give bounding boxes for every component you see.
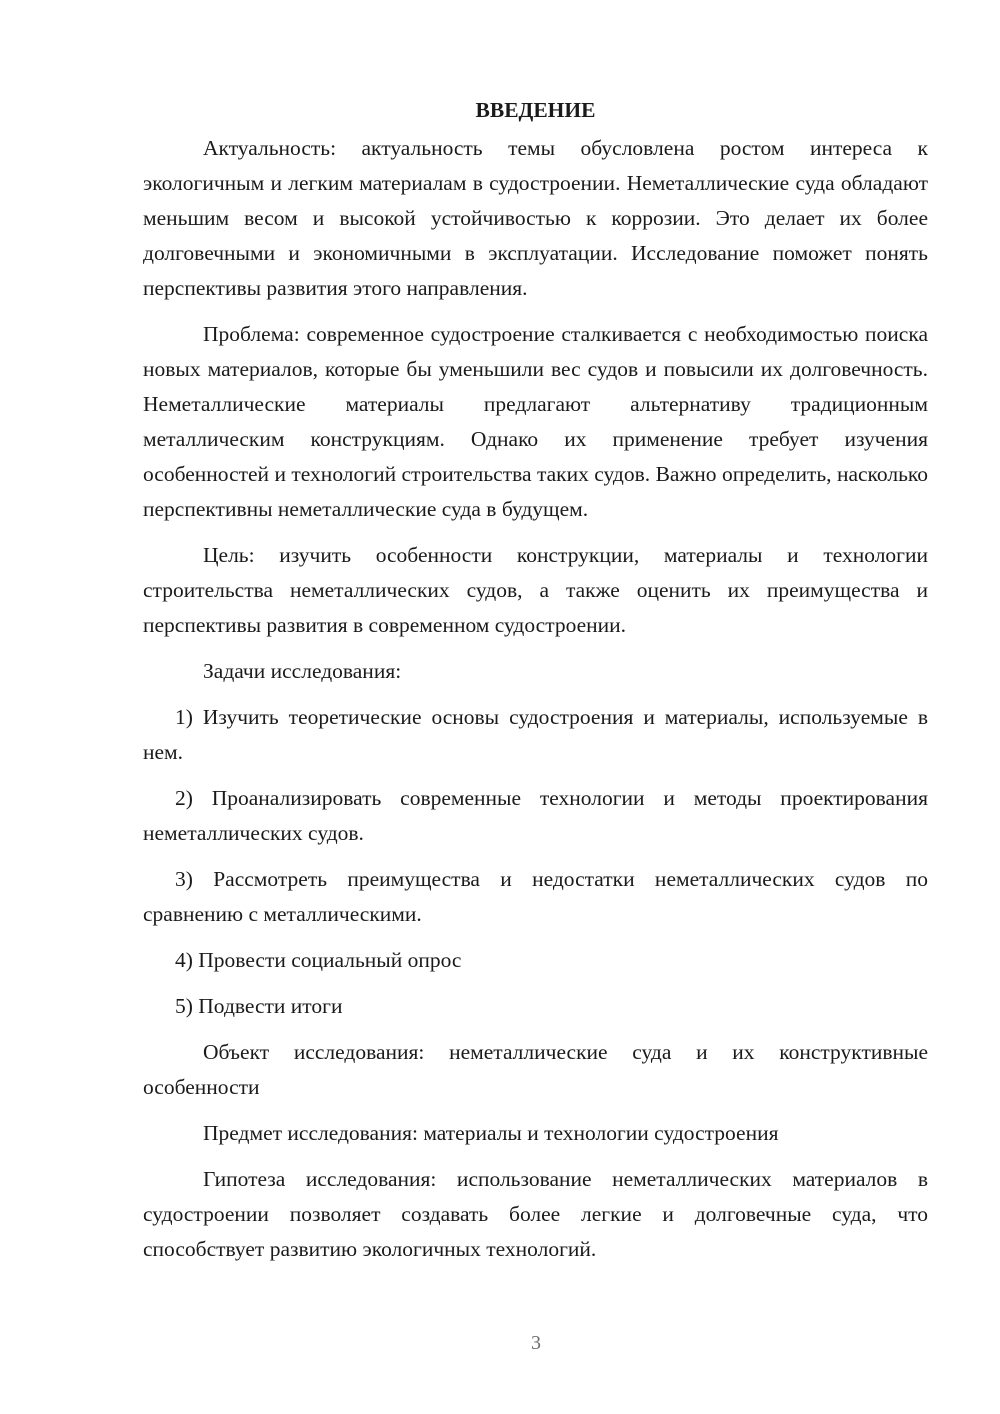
paragraph-tasks-heading: Задачи исследования: — [203, 659, 402, 683]
list-item-task-4: 4) Провести социальный опрос — [175, 948, 462, 972]
list-item-task-2: 2) Проанализировать современные технологии и методы проектирования неметаллических судов. — [143, 786, 928, 845]
paragraph-problem: Проблема: современное судостроение сталкивается с необходимостью поиска новых материалов, которые бы уменьшили вес судов и повысили их долговечность. Неметаллические материалы предлагают альтернативу традиционным металлическим конструкциям. Однако их применение требует изучения особенностей и технологий строительства таких судов. Важно определить, насколько перспективны неметаллические суда в будущем. — [143, 322, 928, 521]
list-item-task-3: 3) Рассмотреть преимущества и недостатки неметаллических судов по сравнению с металлическими. — [143, 867, 928, 926]
page-number: 3 — [531, 1332, 541, 1354]
paragraph-goal: Цель: изучить особенности конструкции, материалы и технологии строительства неметаллических судов, а также оценить их преимущества и перспективы развития в современном судостроении. — [143, 543, 928, 637]
page-title: ВВЕДЕНИЕ — [475, 98, 596, 122]
paragraph-hypothesis: Гипотеза исследования: использование неметаллических материалов в судостроении позволяет создавать более легкие и долговечные суда, что способствует развитию экологичных технологий. — [143, 1167, 928, 1261]
list-item-task-5: 5) Подвести итоги — [175, 994, 343, 1018]
list-item-task-1: 1) Изучить теоретические основы судостроения и материалы, используемые в нем. — [143, 705, 928, 764]
paragraph-object: Объект исследования: неметаллические суда и их конструктивные особенности — [143, 1040, 928, 1099]
document-page — [143, 93, 928, 1278]
paragraph-subject: Предмет исследования: материалы и технологии судостроения — [203, 1121, 779, 1145]
paragraph-relevance: Актуальность: актуальность темы обусловлена ростом интереса к экологичным и легким материалам в судостроении. Неметаллические суда обладают меньшим весом и высокой устойчивостью к коррозии. Это делает их более долговечными и экономичными в эксплуатации. Исследование поможет понять перспективы развития этого направления. — [143, 136, 928, 300]
